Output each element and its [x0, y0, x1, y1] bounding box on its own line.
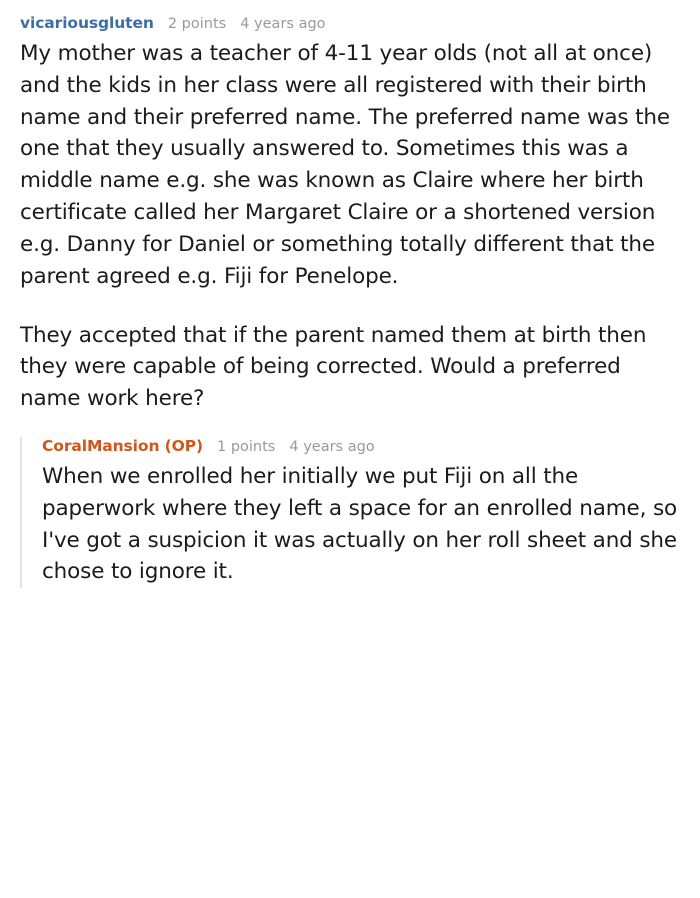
reply-author[interactable]: CoralMansion (OP)	[42, 436, 203, 455]
comment-reply	[20, 437, 682, 588]
comment-top	[20, 14, 682, 588]
reply-paragraph: When we enrolled her initially we put Fiji on all the paperwork where they left a space for an enrolled name, so I've got a suspicion it was actually on her roll sheet and she chose to ignore it.	[42, 463, 678, 585]
reply-timestamp: 4 years ago	[289, 438, 375, 455]
reply-points: 1 points	[216, 438, 276, 455]
comment-paragraph: My mother was a teacher of 4-11 year olds (not all at once) and the kids in her class were all registered with their birth name and their preferred name. The preferred name was the one that they usually answered to. Sometimes this was a middle name e.g. she was known as Claire where her birth certificate called her Margaret Claire or a shortened version e.g. Danny for Daniel or something totally different that the parent agreed e.g. Fiji for Penelope.	[20, 41, 670, 289]
comment-header	[20, 14, 682, 32]
comment-paragraph: They accepted that if the parent named them at birth then they were capable of being corrected. Would a preferred name work here?	[20, 322, 647, 412]
reply-header	[40, 437, 682, 455]
comment-points: 2 points	[167, 16, 227, 32]
reply-body	[40, 461, 682, 588]
comment-author[interactable]: vicariousgluten	[20, 14, 154, 32]
comment-timestamp: 4 years ago	[240, 16, 326, 32]
comment-body	[20, 38, 682, 415]
